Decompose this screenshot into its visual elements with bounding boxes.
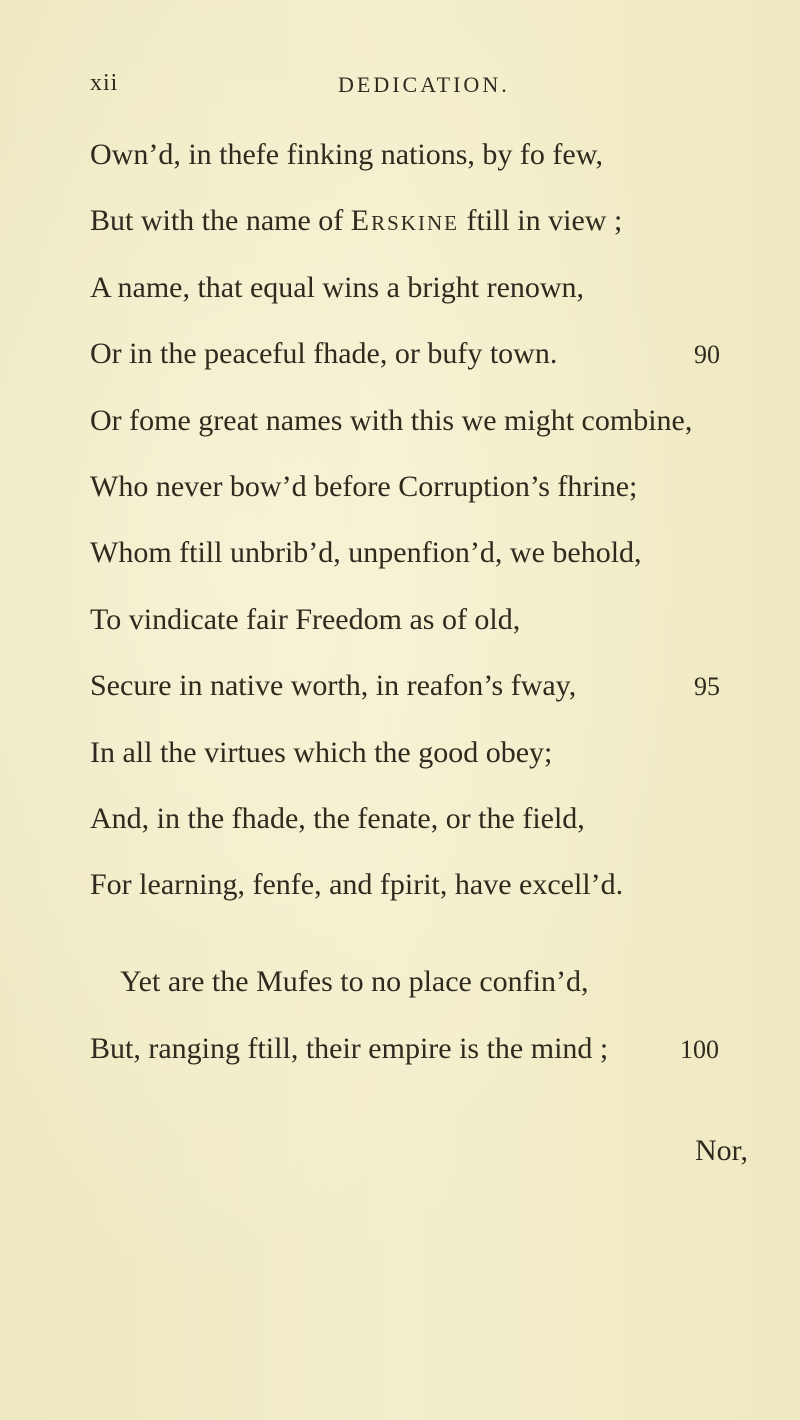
verse-line-13: Yet are the Mufes to no place confin’d,: [120, 965, 589, 998]
verse-line-4: Or in the peaceful fhade, or bufy town.: [90, 337, 558, 370]
verse-line-14: But, ranging ftill, their empire is the mind ;: [90, 1032, 609, 1065]
verse-line-2-start: But with the name of: [90, 204, 351, 237]
verse-line-2: [90, 204, 622, 238]
name-erskine: Erskine: [350, 204, 459, 237]
page-header: [90, 70, 690, 110]
catchword: Nor,: [695, 1134, 748, 1167]
verse-line-7: Whom ftill unbrib’d, unpenfion’d, we behold,: [90, 536, 642, 569]
verse-line-6: Who never bow’d before Corruption’s fhrine;: [90, 470, 638, 503]
verse-line-9: Secure in native worth, in reafon’s fway,: [90, 669, 577, 702]
verse-line-1: Own’d, in thefe finking nations, by fo few,: [90, 138, 603, 171]
line-number-95: 95: [694, 672, 720, 701]
verse-line-8: To vindicate fair Freedom as of old,: [90, 603, 521, 636]
page-number: xii: [90, 70, 119, 96]
running-head: DEDICATION.: [338, 72, 510, 97]
line-number-90: 90: [694, 340, 720, 369]
verse-line-11: And, in the fhade, the fenate, or the field,: [90, 802, 585, 835]
line-number-100: 100: [680, 1035, 719, 1064]
verse-line-3: A name, that equal wins a bright renown,: [90, 271, 585, 304]
verse-line-10: In all the virtues which the good obey;: [90, 736, 553, 769]
verse-line-12: For learning, fenfe, and fpirit, have excell’d.: [90, 868, 624, 901]
verse-line-2-end: ftill in view ;: [458, 204, 623, 237]
verse-line-5: Or fome great names with this we might combine,: [90, 404, 693, 437]
